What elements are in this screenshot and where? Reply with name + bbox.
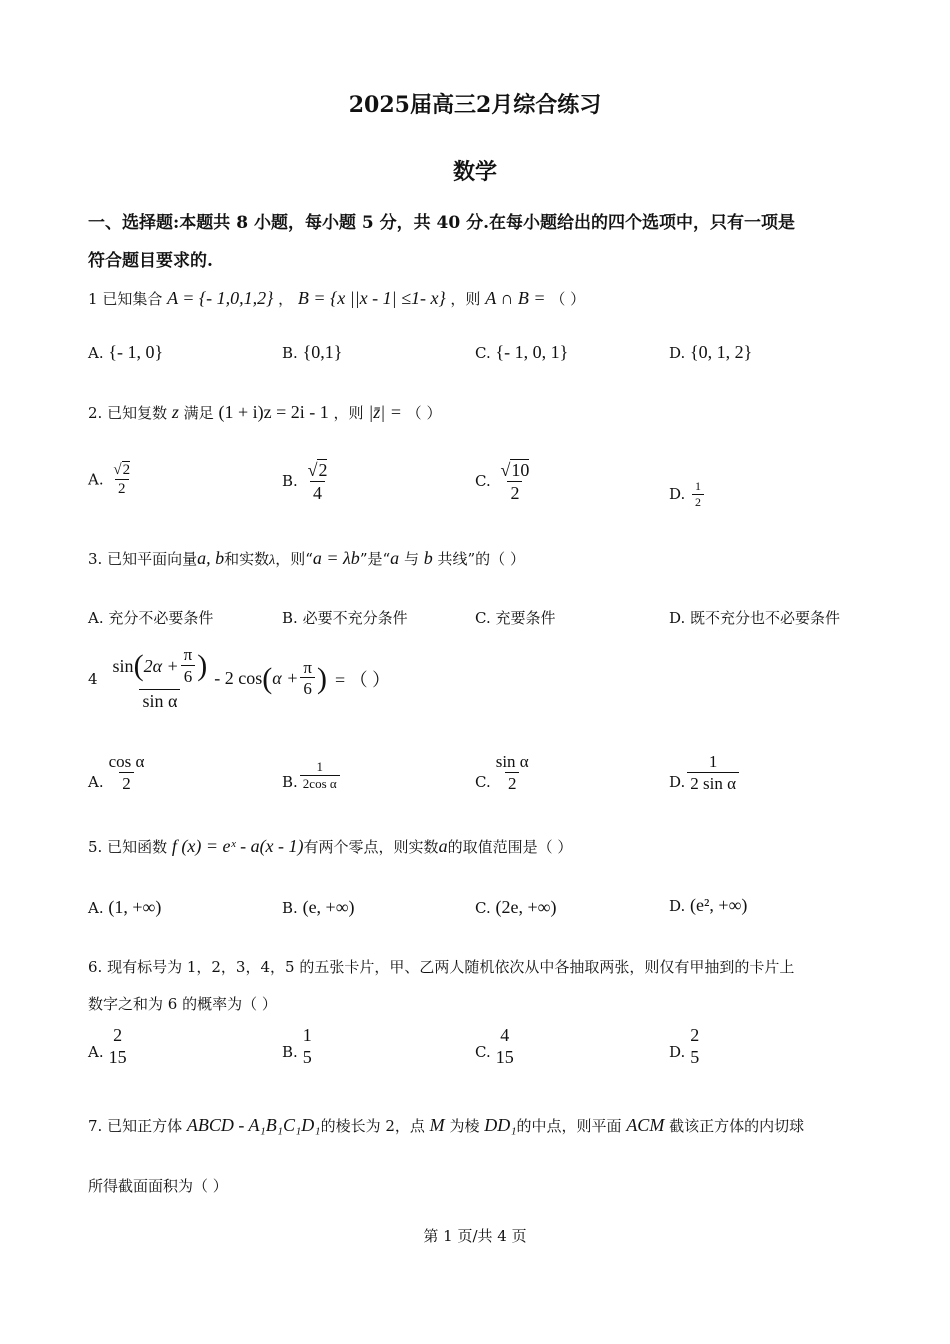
q2-option-c[interactable] — [475, 460, 534, 504]
function-expr: f (x) = eˣ - a(x - 1) — [171, 836, 304, 856]
question-text: 和实数 — [224, 550, 270, 568]
option-label: D. — [669, 484, 686, 503]
question-number: 4 — [88, 669, 98, 688]
equation: (1 + i)z = 2i - 1 — [218, 402, 329, 422]
option-label: B. — [282, 899, 298, 917]
q3-option-c[interactable] — [475, 607, 556, 628]
q3-option-a[interactable] — [88, 607, 213, 628]
equation: a = λb — [312, 548, 360, 568]
question-text: 有两个零点，则实数 — [303, 838, 439, 856]
q2-option-b[interactable] — [282, 460, 332, 504]
pi-over-six — [181, 645, 196, 687]
radicand: 2 — [122, 462, 131, 478]
question-text: ，则“ — [275, 550, 313, 568]
option-value: {0,1} — [302, 342, 343, 362]
q1-option-d[interactable] — [669, 342, 752, 363]
option-label: B. — [282, 609, 298, 627]
numerator: 1 — [316, 759, 323, 774]
set-b: B = {x ||x - 1| ≤1- x} — [297, 288, 446, 308]
q2-option-a[interactable] — [88, 462, 135, 499]
q4-option-a[interactable] — [88, 752, 149, 794]
fraction — [687, 1025, 702, 1068]
section-heading-line2: 符合题目要求的. — [88, 251, 213, 271]
point-m: M — [429, 1115, 445, 1135]
question-7-line2: 所得截面面积为（ ） — [88, 1177, 228, 1195]
option-label: C. — [475, 609, 491, 627]
q4-option-c[interactable] — [475, 752, 534, 794]
option-label: D. — [669, 1042, 686, 1061]
vector-b: b — [423, 548, 433, 568]
fraction: $\frac{√2}{2}$ — [113, 462, 131, 498]
denominator: 2 — [115, 479, 129, 499]
option-label: C. — [475, 1042, 491, 1061]
option-value: (1, +∞) — [108, 897, 162, 917]
question-7 — [88, 1115, 804, 1136]
denominator: 15 — [108, 1046, 127, 1067]
set-a: A = {- 1,0,1,2} — [167, 288, 274, 308]
question-text: 满足 — [183, 404, 214, 422]
question-text: 2. 已知复数 — [88, 404, 168, 422]
option-label: C. — [475, 899, 491, 917]
denominator: 6 — [300, 677, 315, 699]
numerator: sin α — [495, 752, 529, 771]
option-value: (e, +∞) — [302, 897, 355, 917]
q1-option-a[interactable] — [88, 342, 163, 363]
lambda-symbol: λ — [269, 553, 276, 568]
question-5 — [88, 836, 572, 857]
denominator: 2 — [119, 772, 134, 794]
main-fraction — [110, 645, 211, 712]
question-text: 为棱 — [449, 1117, 480, 1135]
numerator: 1 — [695, 479, 702, 493]
fraction — [300, 760, 340, 792]
variable-z: z — [171, 402, 179, 422]
question-text: 7. 已知正方体 — [88, 1117, 183, 1135]
radicand: 10 — [511, 460, 530, 480]
cos-term: - 2 cos — [214, 668, 263, 689]
numerator: π — [183, 645, 193, 664]
answer-paren: （ ） — [406, 404, 442, 422]
q1-option-b[interactable] — [282, 342, 342, 363]
option-label: D. — [669, 897, 686, 915]
option-value: {- 1, 0} — [108, 342, 164, 362]
question-text: ，则 — [450, 290, 481, 308]
section-heading-line1: 一、选择题:本题共 8 小题，每小题 5 分，共 40 分.在每小题给出的四个选项中，只有一项是 — [88, 213, 796, 233]
option-value: {0, 1, 2} — [690, 342, 753, 362]
option-label: D. — [669, 772, 686, 791]
option-label: B. — [282, 1042, 298, 1061]
inner-expr: 2α + — [143, 655, 179, 676]
vectors-ab: a, b — [197, 548, 225, 568]
option-label: A. — [88, 470, 104, 489]
q2-option-d[interactable] — [669, 480, 706, 510]
q3-option-b[interactable] — [282, 607, 408, 628]
numerator: 1 — [708, 752, 718, 771]
denominator: 2 — [507, 481, 522, 505]
alpha-plus: α + — [272, 668, 299, 689]
left-paren: ( — [133, 648, 144, 682]
q6-option-b[interactable] — [282, 1025, 317, 1068]
sin-function: sin — [112, 655, 134, 676]
fraction — [687, 752, 739, 794]
q6-option-c[interactable] — [475, 1025, 519, 1068]
denominator: sin α — [139, 689, 180, 713]
question-text: ”是“ — [359, 550, 391, 568]
vector-a: a — [390, 548, 400, 568]
option-value: 充要条件 — [495, 609, 556, 627]
q6-option-a[interactable] — [88, 1025, 132, 1068]
pi-over-six — [300, 658, 315, 700]
subject-title: 数学 — [452, 159, 497, 185]
fraction — [300, 1025, 315, 1068]
numerator: 2 — [690, 1025, 700, 1045]
option-label: A. — [88, 344, 104, 362]
option-label: C. — [475, 344, 491, 362]
fraction — [106, 1025, 130, 1068]
question-2 — [88, 402, 441, 423]
q5-option-d[interactable] — [669, 895, 747, 916]
radicand: 2 — [318, 460, 328, 480]
numerator: cos α — [108, 752, 145, 771]
q5-option-b[interactable] — [282, 897, 355, 918]
edge-dd1: DD₁ — [484, 1115, 517, 1135]
option-label: C. — [475, 472, 491, 491]
left-paren: ( — [262, 661, 273, 695]
intersection-expr: A ∩ B = — [485, 288, 546, 308]
fraction: $\frac{√10}{2}$ — [500, 460, 530, 503]
variable-a: a — [438, 836, 448, 856]
option-label: B. — [282, 344, 298, 362]
option-label: D. — [669, 344, 686, 362]
option-label: A. — [88, 1042, 104, 1061]
numerator: 1 — [302, 1025, 312, 1045]
option-label: A. — [88, 899, 104, 917]
question-text: 的中点，则平面 — [516, 1117, 622, 1135]
option-value: 必要不充分条件 — [302, 609, 408, 627]
option-label: A. — [88, 772, 104, 791]
option-value: (2e, +∞) — [495, 897, 557, 917]
option-label: B. — [282, 472, 298, 491]
question-6-line1: 6. 现有标号为 1，2，3，4，5 的五张卡片，甲、乙两人随机依次从中各抽取两张，则仅有甲抽到的卡片上 — [88, 958, 795, 976]
question-number: 1 — [88, 290, 98, 308]
page-footer: 第 1 页/共 4 页 — [423, 1227, 527, 1245]
option-value: 充分不必要条件 — [108, 609, 214, 627]
question-text: 与 — [403, 550, 419, 568]
option-value: {- 1, 0, 1} — [495, 342, 569, 362]
plane-acm: ACM — [626, 1115, 665, 1135]
option-label: A. — [88, 609, 104, 627]
question-text: 截该正方体的内切球 — [669, 1117, 805, 1135]
option-label: C. — [475, 772, 491, 791]
question-text: 共线”的（ ） — [437, 550, 525, 568]
separator: ， — [278, 290, 294, 308]
answer-paren: （ ） — [550, 290, 586, 308]
denominator: 15 — [495, 1046, 514, 1067]
question-3 — [88, 548, 525, 569]
denominator: 5 — [302, 1046, 312, 1067]
right-paren: ) — [197, 648, 208, 682]
q4-option-b[interactable] — [282, 760, 342, 792]
numerator: π — [303, 657, 312, 677]
question-text: 的取值范围是（ ） — [447, 838, 573, 856]
denominator: 2 — [692, 494, 704, 510]
denominator: 6 — [181, 665, 196, 687]
fraction: $\frac{√2}{4}$ — [307, 460, 328, 503]
fraction — [493, 752, 532, 794]
denominator: 2 sin α — [687, 772, 739, 794]
option-value: 既不充分也不必要条件 — [690, 609, 841, 627]
q4-option-d[interactable] — [669, 752, 741, 794]
modulus-expr: |z̄| = — [368, 402, 402, 422]
q5-option-c[interactable] — [475, 897, 556, 918]
page-title: 2025届高三2月综合练习 — [348, 92, 602, 118]
denominator: 5 — [690, 1046, 700, 1067]
fraction — [692, 480, 704, 510]
question-1 — [88, 288, 585, 309]
question-text: 5. 已知函数 — [88, 838, 168, 856]
question-text: 的棱长为 2，点 — [320, 1117, 425, 1135]
denominator: 4 — [310, 481, 325, 505]
option-label: B. — [282, 773, 298, 792]
numerator: 4 — [500, 1025, 510, 1045]
q6-option-d[interactable] — [669, 1025, 704, 1068]
denominator: 2cos α — [300, 775, 340, 792]
question-text: 已知集合 — [102, 290, 163, 308]
q3-option-d[interactable] — [669, 607, 840, 628]
answer-paren: = （ ） — [334, 669, 391, 690]
question-4 — [88, 645, 390, 712]
question-6-line2: 数字之和为 6 的概率为（ ） — [88, 995, 277, 1013]
numerator: 2 — [113, 1025, 123, 1045]
fraction — [106, 752, 148, 794]
q5-option-a[interactable] — [88, 897, 161, 918]
q1-option-c[interactable] — [475, 342, 568, 363]
question-text: 3. 已知平面向量 — [88, 550, 198, 568]
question-text: ，则 — [333, 404, 364, 422]
right-paren: ) — [316, 661, 327, 695]
cube-name: ABCD - A₁B₁C₁D₁ — [186, 1115, 321, 1135]
fraction — [493, 1025, 517, 1068]
denominator: 2 — [505, 772, 520, 794]
option-label: D. — [669, 609, 686, 627]
option-value: (e², +∞) — [690, 895, 748, 915]
